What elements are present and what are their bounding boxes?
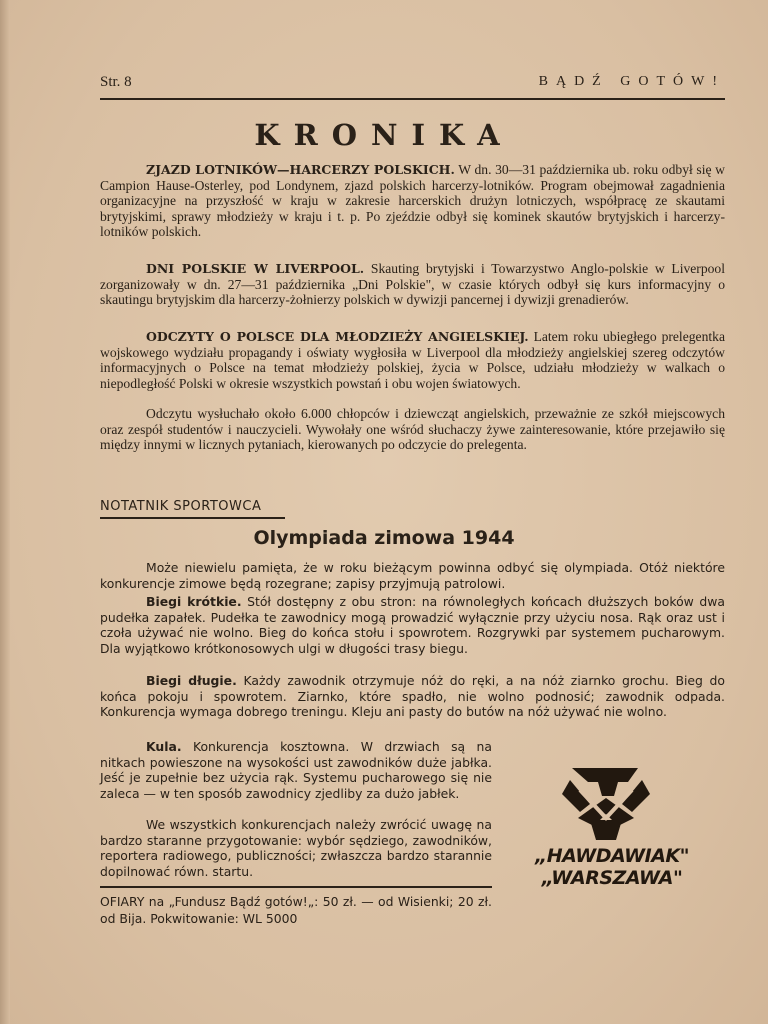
- article-dni-polskie: [100, 261, 725, 308]
- article-heading: ODCZYTY O POLSCE DLA MŁODZIEŻY ANGIELSKIEJ.: [146, 329, 529, 344]
- section-label-underline: [100, 517, 285, 519]
- article-odczyty: [100, 329, 725, 391]
- event-biegi-krotkie: [100, 594, 725, 656]
- event-biegi-dlugie: [100, 673, 725, 720]
- article-heading: ZJAZD LOTNIKÓW—HARCERZY POLSKICH.: [146, 162, 455, 177]
- article-heading: DNI POLSKIE W LIVERPOOL.: [146, 261, 365, 276]
- emblem-label: [512, 845, 712, 889]
- article-odczyty-continued: Odczytu wysłuchało około 6.000 chłopców i dziewcząt angielskich, przeważnie ze szkół miejscowych oraz zespół studentów i nauczycieli. Wywołały one wśród słuchaczy żywe zainteresowanie, które przejawiło się między innymi w licznych pytaniach, kierowanych po odczycie do prelegenta.: [100, 406, 725, 453]
- section-title-kronika: KRONIKA: [254, 118, 514, 152]
- article-body: W dn. 30—31 października ub. roku odbył się w Campion Hause-Osterley, pod Londynem, zjazd polskich harcerzy-lotników. Program obejmował zagadnienia organizacyjne na przyszłość w kraju w zakresie harcerskich drużyn lotniczych, współpracę ze skautami brytyjskimi, sprawy młodzieży w kraju i t. p. Po zjeździe odbył się kominek skautów brytyjskich i harcerzy-lotników polskich.: [100, 162, 725, 240]
- header-rule: [100, 98, 725, 100]
- event-heading: Biegi długie.: [146, 673, 237, 688]
- event-kula: [100, 739, 492, 801]
- article-zjazd-lotnikow: [100, 162, 725, 240]
- page-number: Str. 8: [100, 74, 132, 90]
- magazine-title: BĄDŹ GOTÓW!: [538, 74, 725, 89]
- olympiada-intro: Może niewielu pamięta, że w roku bieżącym powinna odbyć się olympiada. Otóż niektóre konkurencje zimowe będą rozegrane; zapisy przyjmują patrolowi.: [100, 560, 725, 591]
- event-body: Stół dostępny z obu stron: na równoległych końcach dłuższych boków dwa pudełka zapałek. Pudełka te zawodnicy mogą prowadzić wyłącznie przy użyciu nosa. Rąk oraz ust i czoła używać nie wolno. Bieg do końca stołu i spowrotem. Rozgrywki par systemem pucharowym. Dla wyjątkowo krótkonosowych ulgi w długości trasy biegu.: [100, 594, 725, 656]
- page-header: [100, 74, 725, 96]
- article-body: Skauting brytyjski i Towarzystwo Anglo-polskie w Liverpool zorganizowały w dn. 27—31 października „Dni Polskie", w czasie których odbył się kurs informacyjny o skautingu brytyjskim dla harcerzy-żołnierzy polskich w dywizji pancernej i dywizji grenadierów.: [100, 261, 725, 308]
- emblem-line-2: „WARSZAWA": [541, 867, 683, 889]
- event-heading: Kula.: [146, 739, 182, 754]
- ofiary-heading: OFIARY: [100, 894, 145, 909]
- emblem-line-1: „HAWDAWIAK": [534, 845, 690, 867]
- section-label-notatnik: NOTATNIK SPORTOWCA: [100, 499, 262, 514]
- olympiada-closing: We wszystkich konkurencjach należy zwrócić uwagę na bardzo staranne przygotowanie: wybór sędziego, zawodników, reportera radiowego, publiczności; zwłaszcza bardzo starannie dopilnować równ. startu.: [100, 817, 492, 879]
- ofiary-body: na „Fundusz Bądź gotów!„: 50 zł. — od Wisienki; 20 zł. od Bija. Pokwitowanie: WL 5000: [100, 894, 492, 926]
- ofiary-rule: [100, 886, 492, 888]
- page-fold-shadow: [0, 0, 10, 1024]
- article-body: Latem roku ubiegłego prelegentka wojskowego wydziału propagandy i oświaty wygłosiła w Liverpool dla młodzieży angielskiej szereg odczytów informacyjnych o Polsce na temat młodzieży polskiej, życia w Polsce, udziału młodzieży w walkach o niepodległość Polski w okresie wszystkich powstań i obu wojen światowych.: [100, 329, 725, 391]
- article-title-olympiada: Olympiada zimowa 1944: [253, 527, 515, 549]
- event-body: Każdy zawodnik otrzymuje nóż do ręki, a na nóż ziarnko grochu. Bieg do końca pokoju i spowrotem. Ziarnko, które spadło, nie wolno podnosić; zawodnik odpada. Konkurencja wymaga dobrego treningu. Kleju ani pasty do butów na nóż używać nie wolno.: [100, 673, 725, 720]
- event-heading: Biegi krótkie.: [146, 594, 242, 609]
- ofiary-notice: [100, 893, 492, 927]
- event-body: Konkurencja kosztowna. W drzwiach są na nitkach powieszone na wysokości ust zawodników duże jabłka. Jeść je zupełnie bez użycia rąk. Systemu pucharowego się nie zaleca — w ten sposób zawodnicy zjedliby za dużo jabłek.: [100, 739, 492, 801]
